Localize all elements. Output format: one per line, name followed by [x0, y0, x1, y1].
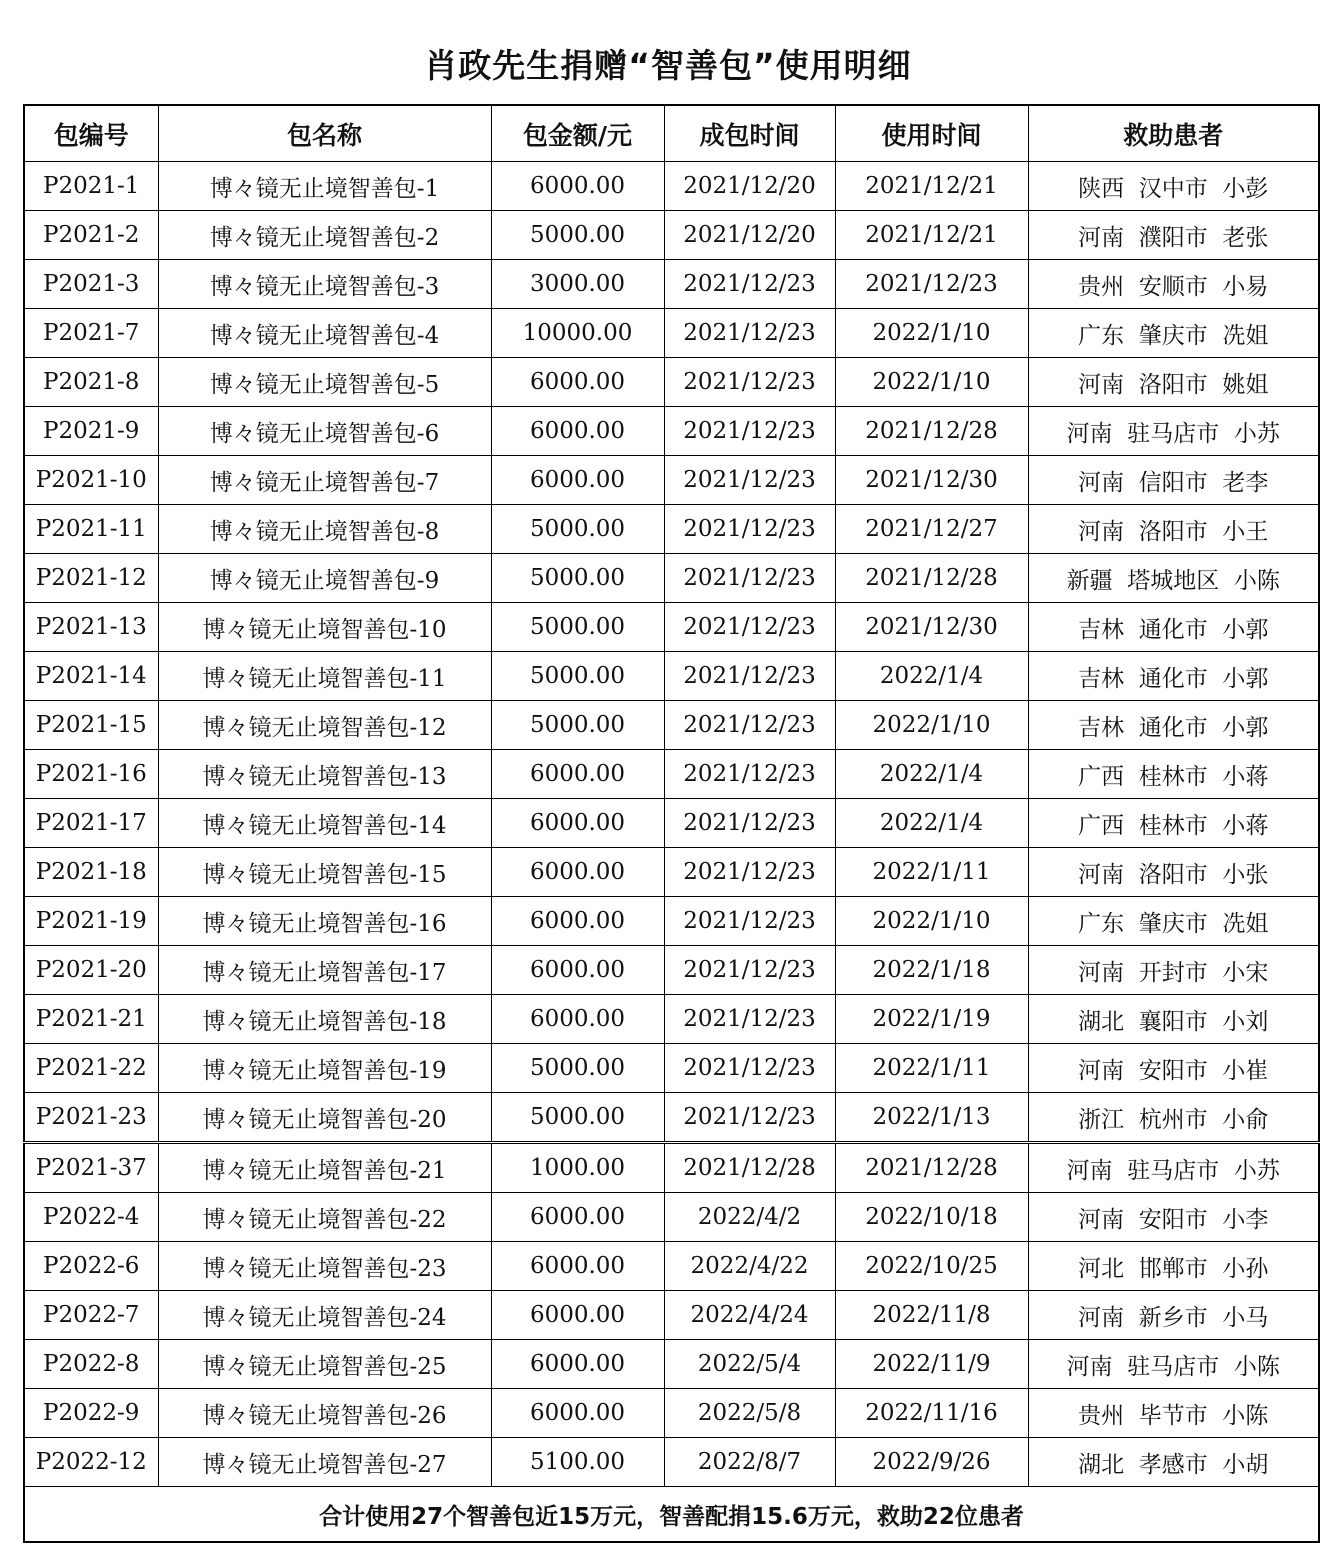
- cell-amount: 6000.00: [491, 1242, 664, 1291]
- header-created-date: 成包时间: [664, 105, 835, 162]
- table-row: [24, 260, 1319, 309]
- table-row: [24, 750, 1319, 799]
- table-row: [24, 1242, 1319, 1291]
- cell-package-name: 博々镜无止境智善包-15: [158, 848, 491, 897]
- cell-amount: 6000.00: [491, 897, 664, 946]
- cell-package-id: P2021-23: [24, 1093, 158, 1143]
- cell-created-date: 2021/12/23: [664, 407, 835, 456]
- cell-package-name: 博々镜无止境智善包-20: [158, 1093, 491, 1143]
- table-row: [24, 1340, 1319, 1389]
- cell-package-id: P2021-9: [24, 407, 158, 456]
- cell-package-name: 博々镜无止境智善包-6: [158, 407, 491, 456]
- cell-patient: 河南 驻马店市 小苏: [1028, 407, 1319, 456]
- cell-used-date: 2022/1/10: [835, 701, 1028, 750]
- cell-used-date: 2021/12/27: [835, 505, 1028, 554]
- cell-patient: 湖北 襄阳市 小刘: [1028, 995, 1319, 1044]
- cell-used-date: 2022/11/8: [835, 1291, 1028, 1340]
- cell-package-name: 博々镜无止境智善包-17: [158, 946, 491, 995]
- cell-amount: 6000.00: [491, 1340, 664, 1389]
- cell-package-name: 博々镜无止境智善包-24: [158, 1291, 491, 1340]
- cell-amount: 6000.00: [491, 358, 664, 407]
- cell-package-id: P2021-10: [24, 456, 158, 505]
- cell-patient: 河南 安阳市 小李: [1028, 1193, 1319, 1242]
- table-row: [24, 1193, 1319, 1242]
- cell-patient: 湖北 孝感市 小胡: [1028, 1438, 1319, 1487]
- cell-used-date: 2021/12/30: [835, 603, 1028, 652]
- cell-used-date: 2022/10/25: [835, 1242, 1028, 1291]
- cell-patient: 吉林 通化市 小郭: [1028, 701, 1319, 750]
- cell-amount: 5100.00: [491, 1438, 664, 1487]
- cell-used-date: 2022/1/4: [835, 750, 1028, 799]
- cell-package-name: 博々镜无止境智善包-2: [158, 211, 491, 260]
- cell-package-name: 博々镜无止境智善包-10: [158, 603, 491, 652]
- cell-amount: 6000.00: [491, 407, 664, 456]
- cell-patient: 吉林 通化市 小郭: [1028, 603, 1319, 652]
- table-row: [24, 554, 1319, 603]
- cell-used-date: 2021/12/28: [835, 1143, 1028, 1193]
- table-row: [24, 652, 1319, 701]
- cell-used-date: 2022/11/9: [835, 1340, 1028, 1389]
- cell-package-id: P2021-8: [24, 358, 158, 407]
- cell-used-date: 2022/1/18: [835, 946, 1028, 995]
- cell-patient: 河南 开封市 小宋: [1028, 946, 1319, 995]
- cell-created-date: 2021/12/23: [664, 799, 835, 848]
- cell-package-name: 博々镜无止境智善包-21: [158, 1143, 491, 1193]
- cell-package-id: P2021-21: [24, 995, 158, 1044]
- table-row: [24, 456, 1319, 505]
- cell-package-name: 博々镜无止境智善包-12: [158, 701, 491, 750]
- cell-patient: 浙江 杭州市 小俞: [1028, 1093, 1319, 1143]
- cell-patient: 河南 新乡市 小马: [1028, 1291, 1319, 1340]
- cell-used-date: 2022/1/11: [835, 1044, 1028, 1093]
- table-row: [24, 407, 1319, 456]
- cell-package-id: P2021-15: [24, 701, 158, 750]
- cell-amount: 5000.00: [491, 652, 664, 701]
- cell-created-date: 2022/8/7: [664, 1438, 835, 1487]
- table-row: [24, 162, 1319, 211]
- cell-patient: 广东 肇庆市 冼姐: [1028, 897, 1319, 946]
- cell-amount: 5000.00: [491, 701, 664, 750]
- cell-created-date: 2021/12/23: [664, 358, 835, 407]
- cell-patient: 广西 桂林市 小蒋: [1028, 750, 1319, 799]
- cell-created-date: 2021/12/23: [664, 505, 835, 554]
- cell-used-date: 2022/1/4: [835, 799, 1028, 848]
- header-patient: 救助患者: [1028, 105, 1319, 162]
- cell-patient: 贵州 安顺市 小易: [1028, 260, 1319, 309]
- cell-amount: 6000.00: [491, 848, 664, 897]
- table-row: [24, 1143, 1319, 1193]
- cell-created-date: 2021/12/23: [664, 260, 835, 309]
- cell-package-id: P2021-11: [24, 505, 158, 554]
- cell-used-date: 2022/11/16: [835, 1389, 1028, 1438]
- cell-patient: 河北 邯郸市 小孙: [1028, 1242, 1319, 1291]
- cell-package-name: 博々镜无止境智善包-9: [158, 554, 491, 603]
- cell-amount: 5000.00: [491, 603, 664, 652]
- cell-package-id: P2021-2: [24, 211, 158, 260]
- cell-package-id: P2021-19: [24, 897, 158, 946]
- cell-package-name: 博々镜无止境智善包-3: [158, 260, 491, 309]
- cell-created-date: 2021/12/23: [664, 848, 835, 897]
- cell-package-id: P2021-7: [24, 309, 158, 358]
- cell-patient: 河南 洛阳市 姚姐: [1028, 358, 1319, 407]
- cell-created-date: 2021/12/23: [664, 946, 835, 995]
- cell-package-id: P2021-3: [24, 260, 158, 309]
- cell-created-date: 2021/12/23: [664, 897, 835, 946]
- cell-patient: 吉林 通化市 小郭: [1028, 652, 1319, 701]
- cell-amount: 6000.00: [491, 1291, 664, 1340]
- cell-amount: 6000.00: [491, 799, 664, 848]
- cell-package-name: 博々镜无止境智善包-5: [158, 358, 491, 407]
- cell-patient: 河南 安阳市 小崔: [1028, 1044, 1319, 1093]
- cell-created-date: 2022/4/2: [664, 1193, 835, 1242]
- cell-used-date: 2021/12/23: [835, 260, 1028, 309]
- cell-used-date: 2021/12/30: [835, 456, 1028, 505]
- cell-used-date: 2022/1/10: [835, 358, 1028, 407]
- cell-package-name: 博々镜无止境智善包-22: [158, 1193, 491, 1242]
- cell-patient: 广西 桂林市 小蒋: [1028, 799, 1319, 848]
- table-row: [24, 799, 1319, 848]
- cell-patient: 新疆 塔城地区 小陈: [1028, 554, 1319, 603]
- cell-created-date: 2021/12/20: [664, 162, 835, 211]
- page-title: 肖政先生捐赠“智善包”使用明细: [424, 46, 912, 85]
- cell-used-date: 2022/1/19: [835, 995, 1028, 1044]
- table-row: [24, 946, 1319, 995]
- cell-created-date: 2021/12/23: [664, 309, 835, 358]
- cell-amount: 5000.00: [491, 211, 664, 260]
- cell-created-date: 2021/12/23: [664, 750, 835, 799]
- cell-used-date: 2022/9/26: [835, 1438, 1028, 1487]
- cell-created-date: 2021/12/23: [664, 701, 835, 750]
- cell-package-id: P2022-7: [24, 1291, 158, 1340]
- cell-created-date: 2021/12/23: [664, 554, 835, 603]
- cell-created-date: 2022/4/24: [664, 1291, 835, 1340]
- cell-patient: 河南 信阳市 老李: [1028, 456, 1319, 505]
- cell-package-id: P2021-20: [24, 946, 158, 995]
- table-row: [24, 1389, 1319, 1438]
- table-row: [24, 211, 1319, 260]
- cell-package-name: 博々镜无止境智善包-19: [158, 1044, 491, 1093]
- cell-amount: 6000.00: [491, 946, 664, 995]
- cell-amount: 5000.00: [491, 505, 664, 554]
- cell-created-date: 2021/12/28: [664, 1143, 835, 1193]
- cell-package-id: P2021-13: [24, 603, 158, 652]
- cell-amount: 6000.00: [491, 1389, 664, 1438]
- cell-amount: 1000.00: [491, 1143, 664, 1193]
- cell-amount: 3000.00: [491, 260, 664, 309]
- cell-package-name: 博々镜无止境智善包-11: [158, 652, 491, 701]
- cell-patient: 河南 驻马店市 小苏: [1028, 1143, 1319, 1193]
- cell-package-name: 博々镜无止境智善包-7: [158, 456, 491, 505]
- cell-package-name: 博々镜无止境智善包-16: [158, 897, 491, 946]
- summary-text: 合计使用27个智善包近15万元，智善配捐15.6万元，救助22位患者: [24, 1487, 1319, 1543]
- header-package-name: 包名称: [158, 105, 491, 162]
- cell-package-id: P2022-12: [24, 1438, 158, 1487]
- cell-patient: 河南 驻马店市 小陈: [1028, 1340, 1319, 1389]
- donation-detail-table: [23, 104, 1320, 1543]
- cell-created-date: 2022/5/4: [664, 1340, 835, 1389]
- table-row: [24, 848, 1319, 897]
- cell-used-date: 2022/10/18: [835, 1193, 1028, 1242]
- cell-package-id: P2021-1: [24, 162, 158, 211]
- cell-amount: 5000.00: [491, 554, 664, 603]
- cell-created-date: 2021/12/23: [664, 995, 835, 1044]
- cell-package-name: 博々镜无止境智善包-26: [158, 1389, 491, 1438]
- cell-package-id: P2021-17: [24, 799, 158, 848]
- table-header-row: [24, 105, 1319, 162]
- table-row: [24, 603, 1319, 652]
- table-row: [24, 1044, 1319, 1093]
- cell-used-date: 2021/12/21: [835, 162, 1028, 211]
- table-row: [24, 701, 1319, 750]
- cell-package-name: 博々镜无止境智善包-27: [158, 1438, 491, 1487]
- cell-package-name: 博々镜无止境智善包-13: [158, 750, 491, 799]
- cell-amount: 6000.00: [491, 995, 664, 1044]
- table-row: [24, 358, 1319, 407]
- cell-patient: 陕西 汉中市 小彭: [1028, 162, 1319, 211]
- cell-amount: 10000.00: [491, 309, 664, 358]
- cell-package-name: 博々镜无止境智善包-14: [158, 799, 491, 848]
- cell-package-id: P2022-6: [24, 1242, 158, 1291]
- cell-created-date: 2021/12/23: [664, 1044, 835, 1093]
- cell-used-date: 2021/12/21: [835, 211, 1028, 260]
- cell-package-name: 博々镜无止境智善包-18: [158, 995, 491, 1044]
- cell-created-date: 2022/4/22: [664, 1242, 835, 1291]
- cell-used-date: 2021/12/28: [835, 407, 1028, 456]
- cell-package-id: P2022-4: [24, 1193, 158, 1242]
- header-amount: 包金额/元: [491, 105, 664, 162]
- cell-package-id: P2022-8: [24, 1340, 158, 1389]
- cell-package-id: P2022-9: [24, 1389, 158, 1438]
- cell-patient: 河南 濮阳市 老张: [1028, 211, 1319, 260]
- table-row: [24, 309, 1319, 358]
- cell-patient: 贵州 毕节市 小陈: [1028, 1389, 1319, 1438]
- cell-used-date: 2022/1/11: [835, 848, 1028, 897]
- cell-package-id: P2021-14: [24, 652, 158, 701]
- cell-package-id: P2021-18: [24, 848, 158, 897]
- cell-used-date: 2021/12/28: [835, 554, 1028, 603]
- table-row: [24, 505, 1319, 554]
- cell-amount: 6000.00: [491, 456, 664, 505]
- cell-package-id: P2021-37: [24, 1143, 158, 1193]
- summary-row: [24, 1487, 1319, 1543]
- cell-patient: 河南 洛阳市 小张: [1028, 848, 1319, 897]
- table-body: [24, 162, 1319, 1487]
- table-row: [24, 1093, 1319, 1143]
- cell-used-date: 2022/1/4: [835, 652, 1028, 701]
- cell-created-date: 2022/5/8: [664, 1389, 835, 1438]
- cell-patient: 河南 洛阳市 小王: [1028, 505, 1319, 554]
- cell-created-date: 2021/12/23: [664, 1093, 835, 1143]
- cell-amount: 6000.00: [491, 162, 664, 211]
- table-row: [24, 897, 1319, 946]
- cell-package-name: 博々镜无止境智善包-8: [158, 505, 491, 554]
- cell-package-id: P2021-16: [24, 750, 158, 799]
- cell-patient: 广东 肇庆市 冼姐: [1028, 309, 1319, 358]
- header-package-id: 包编号: [24, 105, 158, 162]
- cell-created-date: 2021/12/23: [664, 603, 835, 652]
- cell-amount: 6000.00: [491, 1193, 664, 1242]
- header-used-date: 使用时间: [835, 105, 1028, 162]
- cell-package-id: P2021-12: [24, 554, 158, 603]
- cell-package-name: 博々镜无止境智善包-25: [158, 1340, 491, 1389]
- cell-package-name: 博々镜无止境智善包-4: [158, 309, 491, 358]
- cell-package-name: 博々镜无止境智善包-23: [158, 1242, 491, 1291]
- cell-package-name: 博々镜无止境智善包-1: [158, 162, 491, 211]
- cell-package-id: P2021-22: [24, 1044, 158, 1093]
- cell-created-date: 2021/12/20: [664, 211, 835, 260]
- table-row: [24, 1291, 1319, 1340]
- cell-created-date: 2021/12/23: [664, 652, 835, 701]
- table-row: [24, 995, 1319, 1044]
- cell-used-date: 2022/1/10: [835, 309, 1028, 358]
- cell-used-date: 2022/1/10: [835, 897, 1028, 946]
- cell-used-date: 2022/1/13: [835, 1093, 1028, 1143]
- cell-created-date: 2021/12/23: [664, 456, 835, 505]
- cell-amount: 6000.00: [491, 750, 664, 799]
- cell-amount: 5000.00: [491, 1044, 664, 1093]
- table-row: [24, 1438, 1319, 1487]
- cell-amount: 5000.00: [491, 1093, 664, 1143]
